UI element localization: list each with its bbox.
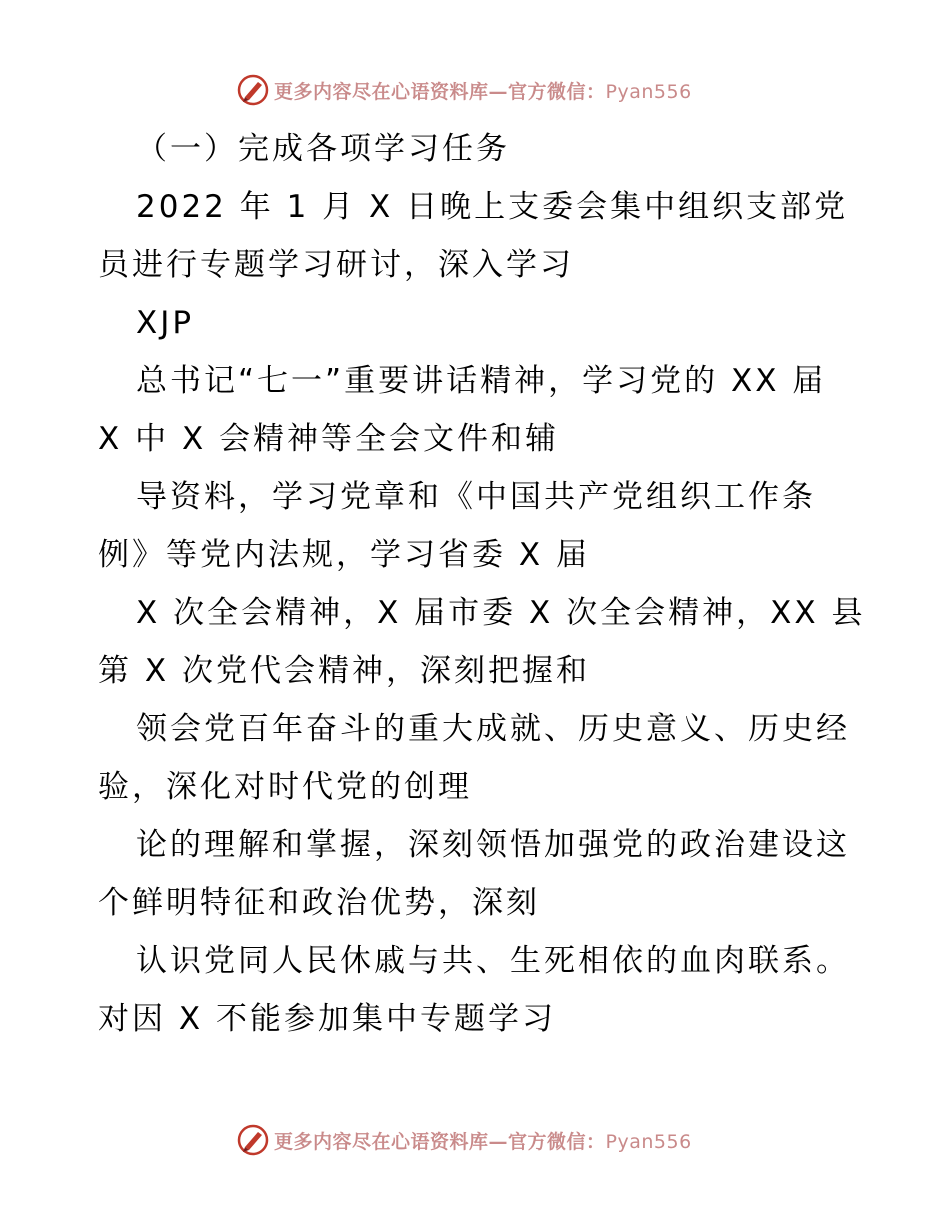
paragraph-line: X 次全会精神，X 届市委 X 次全会精神，XX 县	[136, 595, 866, 631]
pen-logo-icon	[236, 73, 270, 107]
paragraph-line: 个鲜明特征和政治优势，深刻	[98, 885, 540, 921]
section-heading: （一）完成各项学习任务	[136, 131, 510, 167]
document-body	[98, 120, 866, 1048]
paragraph-line: 员进行专题学习研讨，深入学习	[98, 247, 574, 283]
paragraph-line: 对因 X 不能参加集中专题学习	[98, 1001, 556, 1037]
paragraph-line: XJP	[136, 305, 195, 341]
pen-logo-icon	[236, 1123, 270, 1157]
paragraph-line: 论的理解和掌握，深刻领悟加强党的政治建设这	[136, 827, 850, 863]
paragraph-line: 领会党百年奋斗的重大成就、历史意义、历史经	[136, 711, 850, 747]
watermark-text: 更多内容尽在心语资料库—官方微信：Pyan556	[274, 1130, 692, 1153]
paragraph-line: 认识党同人民休戚与共、生死相依的血肉联系。	[136, 943, 850, 979]
paragraph-line: 验，深化对时代党的创理	[98, 769, 472, 805]
watermark-text: 更多内容尽在心语资料库—官方微信：Pyan556	[274, 80, 692, 103]
footer-watermark	[236, 1122, 692, 1158]
header-watermark	[236, 72, 692, 108]
paragraph-line: 总书记“七一”重要讲话精神，学习党的 XX 届	[136, 363, 827, 399]
paragraph-line: 2022 年 1 月 X 日晚上支委会集中组织支部党	[136, 189, 849, 225]
paragraph-line: 导资料，学习党章和《中国共产党组织工作条	[136, 479, 816, 515]
paragraph-line: 例》等党内法规，学习省委 X 届	[98, 537, 590, 573]
paragraph-line: X 中 X 会精神等全会文件和辅	[98, 421, 560, 457]
paragraph-line: 第 X 次党代会精神，深刻把握和	[98, 653, 590, 689]
